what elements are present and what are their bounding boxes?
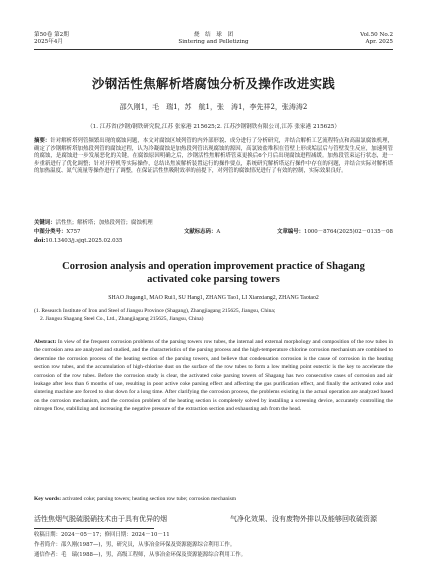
article-number [277, 228, 393, 236]
authors-chinese: 邵久刚1，毛 瑞1，苏 航1，张 涛1，李先祥2，张涛涛2 [119, 103, 308, 111]
keywords-chinese [34, 218, 393, 226]
header-rule [34, 49, 393, 50]
authors-english: SHAO Jiugang1, MAO Rui1, SU Hang1, ZHANG Tao1, LI Xianxiang2, ZHANG Taotao2 [108, 295, 319, 301]
abstract-english [34, 338, 393, 414]
clc-value: X757 [66, 229, 81, 235]
abstract-text-cn: 针对解析塔列管频繁出现的腐蚀问题，本文对腐蚀区域列管的内外部形貌、成分进行了分析研究，并结合解析工艺流程特点和高温氯腐蚀机理，确定了沙钢解析塔加热段列管的腐蚀过程，认为冷凝腐蚀是加热段列管出现腐蚀的源因，高氯铵盐堆积在管壁上形成垢层后与管壁发生反应，加速列管的腐蚀，是腐蚀进一步发展恶化的关键。在腐蚀原因明确之后，沙钢活性焦解析塔管束更换后6个月后出现腐蚀进程减缓。加热段管束运行状态，进一步重新进行了优化调整；针对开停机等实际操作，总结出焦炭解析装置运行的操作要点，系统研究解析塔运行操作中存在的问题，并结合实际对解析塔的加热温度、氮气流量等操作进行了调整，在保证活性焦吸附效率的前提下，对列管的腐蚀情况进行了有效的控制，实际效果良好。 [34, 138, 393, 174]
doc-code-value: A [216, 229, 221, 235]
keywords-english [34, 496, 393, 502]
affiliation-english-1: (1. Research Institute of Iron and Steel of Jiangsu Province (Shagang), Zhangjiagang 215625, Jiangsu, China; [34, 308, 276, 314]
header-center [34, 32, 393, 46]
abstract-chinese [34, 138, 393, 176]
affiliation-english [34, 308, 393, 323]
body-column-left: 活性焦烟气脱硫脱硝技术由于具有优异的烟 [34, 515, 167, 523]
body-column-right: 气净化效果、没有废物外排以及能够回收硫资源 [230, 515, 377, 523]
journal-date: 2025年4月 [34, 39, 63, 45]
article-no-label: 文章编号： [277, 229, 305, 235]
article-no-value: 1000－8764(2025)02－0135－08 [304, 229, 393, 235]
footnote-author-bio: 作者简介：邵久刚(1987—)，男，研究员，从事冶金环保及资源能源综合利用工作。 [34, 542, 236, 548]
title-english: Corrosion analysis and operation improvement practice of Shagang activated coke parsing towers [62, 261, 365, 285]
title-chinese: 沙钢活性焦解析塔腐蚀分析及操作改进实践 [91, 76, 336, 91]
footnote-corresponding-author: 通信作者：毛 瑞(1988—)，男，高级工程师，从事冶金环保及资源能源综合利用工作。 [34, 552, 246, 558]
footnote-rule [34, 528, 154, 529]
clc-label: 中图分类号： [34, 229, 67, 235]
affiliation-english-2: 2. Jiangsu Shagang Steel Co., Ltd., Zhangjiagang 215625, Jiangsu, China) [40, 315, 204, 322]
clc-number [34, 228, 81, 236]
keywords-text-en: activated coke; parsing towers; heating section row tube; corrosion mechanism [62, 496, 237, 502]
keywords-label-en: Key words: [34, 496, 62, 502]
keywords-label-cn: 关键词： [34, 220, 56, 226]
keywords-text-cn: 活性焦；解析塔；加热段列管；腐蚀机理 [55, 220, 153, 226]
document-code [184, 228, 220, 236]
journal-volume-en: Vol.50 No.2 [360, 32, 393, 38]
journal-name-en: Sintering and Pelletizing [178, 39, 249, 45]
journal-date-en: Apr. 2025 [365, 39, 393, 45]
journal-volume: 第50卷 第2期 [34, 32, 69, 38]
journal-name-cn: 烧 结 球 团 [193, 32, 234, 38]
affiliation-chinese: （1. 江苏省(沙钢)钢铁研究院,江苏 张家港 215625;2. 江苏沙钢钢铁有限公司,江苏 张家港 215625） [87, 124, 340, 130]
doi-value: 10.13403/j.sjqt.2025.02.035 [45, 238, 123, 244]
abstract-text-en: In view of the frequent corrosion problems of the parsing towers row tubes, the internal and external morphology and composition of the row tubes in the corrosion area are analyzed and studied, and the characteristics of the parsing process and the high-temperature chlorine corrosion mechanism are combined to determine the corrosion process of the heating section of the parsing towers, and believe that condensation corrosion is the cause of corrosion in the heating section row tubes, and the accumulation of high-chlorine dust on the surface of the row tubes to form a low melting point eutectic is the key to accelerate the corrosion of the row tubes. Before the corrosion study is clear, the activated coke parsing towers of Shagang has two consecutive cases of corrosion and air leakage after less than 6 months of use, resulting in poor active coke parsing effect and affecting the gas purification effect, and finally the activated coke and sintering machine are forced to shut down for a long time. After clarifying the corrosion process, the problems existing in the actual operation are analyzed based on the corrosion mechanism, and the corrosion problem of the heating section is completely solved by installing a screening device, accurately controlling the nitrogen flow, stabilizing and increasing the negative pressure of the extraction section and exhausting ash from the head. [34, 339, 393, 413]
abstract-label-cn: 摘要： [34, 138, 51, 144]
doi-label: doi: [34, 238, 46, 244]
abstract-label-en: Abstract: [34, 339, 57, 345]
header-right [360, 32, 393, 46]
running-header [34, 32, 393, 54]
doi-line [34, 238, 393, 244]
footnote-received: 收稿日期：2024－05－17；修回日期：2024－10－11 [34, 532, 170, 538]
doc-code-label: 文献标志码： [184, 229, 217, 235]
